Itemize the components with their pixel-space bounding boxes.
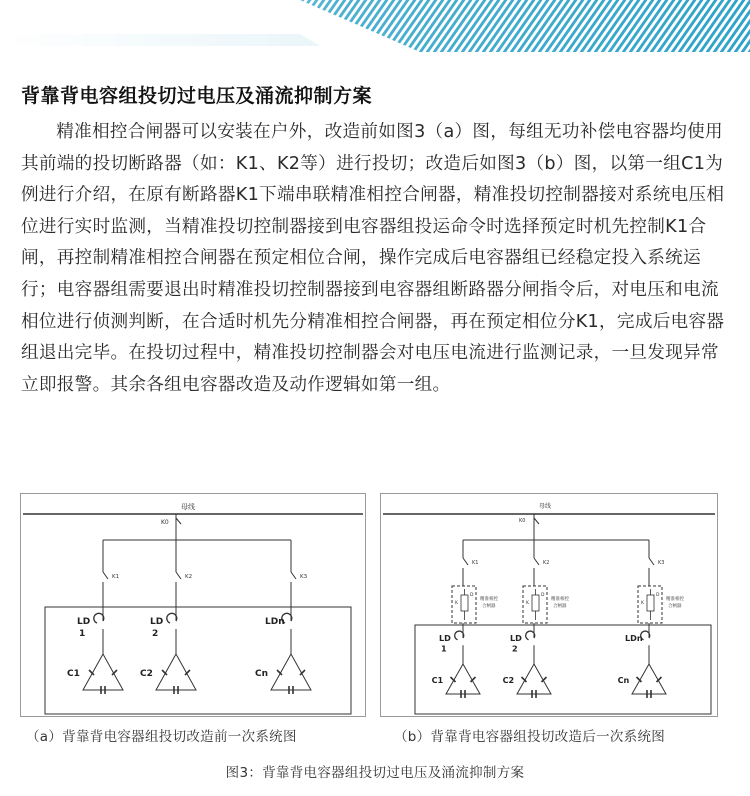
switch-1 xyxy=(534,558,539,565)
reactor-1 xyxy=(526,631,535,640)
capacitor-label-0: C1 xyxy=(431,675,444,685)
figure-a-svg xyxy=(21,494,365,716)
capacitor-label-2: Cn xyxy=(255,669,269,679)
b-bus-label: 母线 xyxy=(539,503,552,510)
switch-label-2: K3 xyxy=(658,560,665,566)
capacitor-label-1: C2 xyxy=(502,675,515,685)
body-paragraph xyxy=(21,117,733,401)
capacitor-label-1: C2 xyxy=(140,669,153,679)
a-bus-label: 母线 xyxy=(181,503,195,511)
figure-a-caption: （a）背靠背电容器组投切改造前一次系统图 xyxy=(26,729,297,745)
reactor-0 xyxy=(455,631,464,640)
device-label2-1: 合闸器 xyxy=(553,604,567,609)
header-stripes xyxy=(0,0,750,52)
capacitor-delta-1 xyxy=(517,664,551,694)
device-element-1 xyxy=(532,595,539,611)
reactor-0 xyxy=(94,613,104,623)
reactor-index-1: 2 xyxy=(512,643,518,654)
a-capacitor-bay xyxy=(45,607,351,714)
reactor-name-1: LD xyxy=(510,633,522,643)
capacitor-label-0: C1 xyxy=(67,669,80,679)
reactor-name-1: LD xyxy=(150,617,164,627)
switch-label-0: K1 xyxy=(112,574,120,580)
switch-2 xyxy=(649,558,654,565)
reactor-name-0: LD xyxy=(439,633,451,643)
reactor-name-0: LD xyxy=(77,617,91,627)
reactor-name-2: LDn xyxy=(625,633,643,643)
switch-2 xyxy=(291,572,296,579)
reactor-1 xyxy=(167,613,177,623)
b-k0-label: K0 xyxy=(519,518,526,524)
device-K-2: K xyxy=(641,601,644,606)
figure-b-svg xyxy=(381,494,717,716)
header-banner xyxy=(0,0,750,52)
switch-label-2: K3 xyxy=(300,574,308,580)
capacitor-delta-0 xyxy=(83,654,123,690)
reactor-name-2: LDn xyxy=(265,617,285,627)
device-label2-0: 合闸器 xyxy=(482,604,496,609)
device-element-0 xyxy=(461,595,468,611)
figure-caption: 图3：背靠背电容器组投切过电压及涌流抑制方案 xyxy=(225,765,525,781)
capacitor-label-2: Cn xyxy=(617,675,630,685)
paragraph-text: 精准相控合闸器可以安装在户外，改造前如图3（a）图，每组无功补偿电容器均使用其前端的投切断路器（如：K1、K2等）进行投切；改造后如图3（b）图，以第一组C1为例进行介绍，在原有断路器K1下端串联精准相控合闸器，精准投切控制器接对系统电压相位进行实时监测，当精准投切控制器接到电容器组投运命令时选择预定时机先控制K1合闸，再控制精准相控合闸器在预定相位合闸，操作完成后电容器组已经稳定投入系统运行；电容器组需要退出时精准投切控制器接到电容器组断路器分闸指令后，对电压和电流相位进行侦测判断，在合适时机先分精准相控合闸器，再在预定相位分K1，完成后电容器组退出完毕。在投切过程中，精准投切控制器会对电压电流进行监测记录，一旦发现异常立即报警。其余各组电容器改造及动作逻辑如第一组。 xyxy=(21,122,725,395)
capacitor-delta-2 xyxy=(271,654,311,690)
figure-b-diagram xyxy=(380,493,718,717)
capacitor-delta-2 xyxy=(632,664,666,694)
b-k0-switch xyxy=(534,518,539,524)
a-k0-switch xyxy=(176,518,181,524)
figure-a-diagram xyxy=(20,493,366,717)
device-element-2 xyxy=(647,595,654,611)
device-label1-2: 精准相控 xyxy=(666,597,684,602)
section-title: 背靠背电容组投切过电压及涌流抑制方案 xyxy=(21,85,373,107)
switch-0 xyxy=(103,572,108,579)
device-D-1: D xyxy=(541,593,545,598)
device-label2-2: 合闸器 xyxy=(668,604,682,609)
device-K-0: K xyxy=(455,601,458,606)
device-label1-0: 精准相控 xyxy=(480,597,498,602)
reactor-index-0: 1 xyxy=(441,643,447,654)
switch-1 xyxy=(176,572,181,579)
capacitor-delta-1 xyxy=(156,654,196,690)
reactor-index-1: 2 xyxy=(152,629,159,639)
switch-label-1: K2 xyxy=(185,574,193,580)
device-label1-1: 精准相控 xyxy=(551,597,569,602)
reactor-index-0: 1 xyxy=(79,629,86,639)
switch-label-1: K2 xyxy=(543,560,550,566)
capacitor-delta-0 xyxy=(446,664,480,694)
switch-label-0: K1 xyxy=(472,560,479,566)
device-K-1: K xyxy=(526,601,529,606)
a-k0-label: K0 xyxy=(161,519,169,526)
device-D-2: D xyxy=(656,593,660,598)
figure-b-caption: （b）背靠背电容器组投切改造后一次系统图 xyxy=(394,729,666,745)
device-D-0: D xyxy=(470,593,474,598)
switch-0 xyxy=(463,558,468,565)
